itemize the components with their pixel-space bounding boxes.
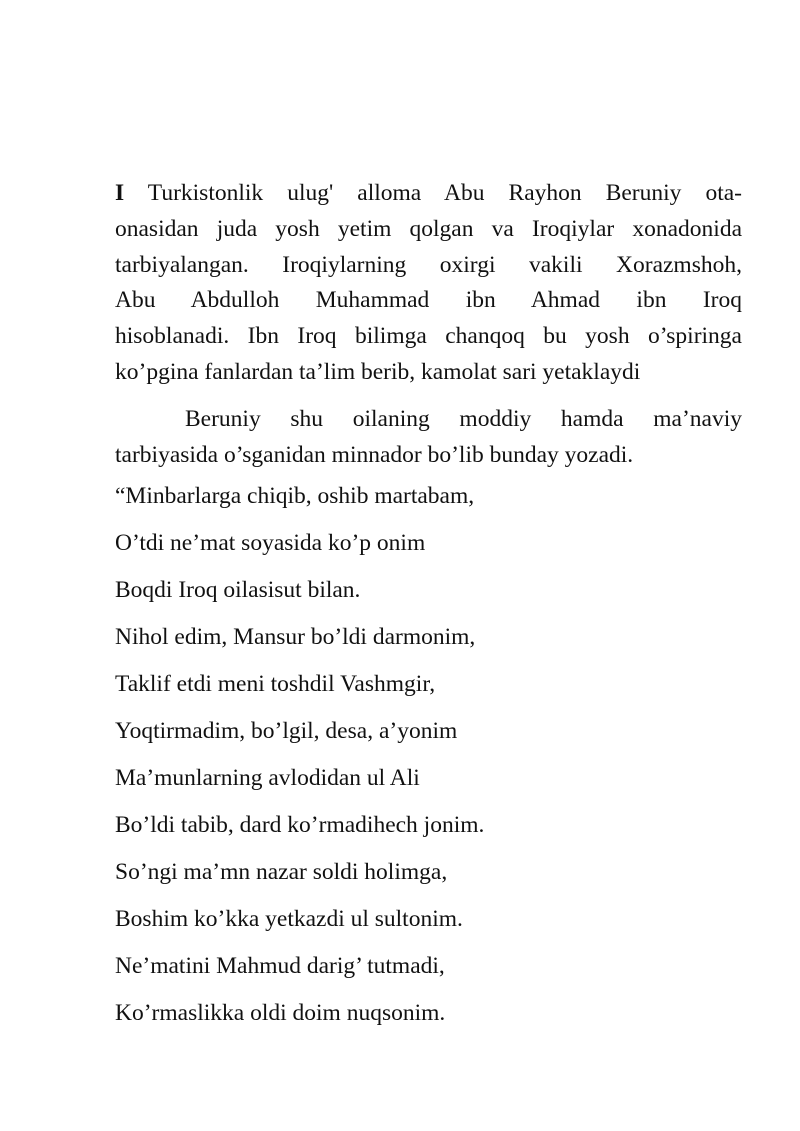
paragraph-line: Beruniy shu oilaning moddiy hamda ma’naviy [185, 405, 742, 432]
verse-line: Nihol edim, Mansur bo’ldi darmonim, [115, 624, 476, 651]
paragraph-line: Abu Abdulloh Muhammad ibn Ahmad ibn Iroq [115, 287, 742, 314]
verse-line: Boqdi Iroq oilasisut bilan. [115, 577, 361, 604]
paragraph-line: tarbiyalangan. Iroqiylarning oxirgi vakili Xorazmshoh, [115, 251, 742, 278]
verse-line: So’ngi ma’mn nazar soldi holimga, [115, 859, 448, 886]
verse-line: Ma’munlarning avlodidan ul Ali [115, 765, 420, 792]
paragraph-line [115, 176, 742, 212]
paragraph-line: tarbiyasida o’sganidan minnador bo’lib bunday yozadi. [115, 441, 634, 468]
paragraph-intro [115, 176, 742, 391]
verse-line: O’tdi ne’mat soyasida ko’p onim [115, 530, 426, 557]
paragraph-line: hisoblanadi. Ibn Iroq bilimga chanqoq bu yosh o’spiringa [115, 323, 742, 350]
verse-line: Bo’ldi tabib, dard ko’rmadihech jonim. [115, 812, 485, 839]
paragraph-line: onasidan juda yosh yetim qolgan va Iroqiylar xonadonida [115, 215, 742, 242]
paragraph-quote-intro [115, 402, 742, 474]
paragraph-line: ko’pgina fanlardan ta’lim berib, kamolat sari yetaklaydi [115, 358, 641, 385]
verse-line: Taklif etdi meni toshdil Vashmgir, [115, 671, 436, 698]
verse-line: Yoqtirmadim, bo’lgil, desa, a’yonim [115, 718, 458, 745]
verse-line: Ne’matini Mahmud darig’ tutmadi, [115, 953, 445, 980]
line-text: Turkistonlik ulug' alloma Abu Rayhon Beruniy ota- [147, 180, 742, 206]
verse-block [115, 473, 742, 1037]
chapter-mark: I [115, 180, 125, 206]
document-page [115, 176, 742, 1037]
verse-line: “Minbarlarga chiqib, oshib martabam, [115, 483, 475, 510]
verse-line: Boshim ko’kka yetkazdi ul sultonim. [115, 906, 463, 933]
verse-line: Ko’rmaslikka oldi doim nuqsonim. [115, 1000, 446, 1027]
paragraph-gap [115, 391, 742, 402]
